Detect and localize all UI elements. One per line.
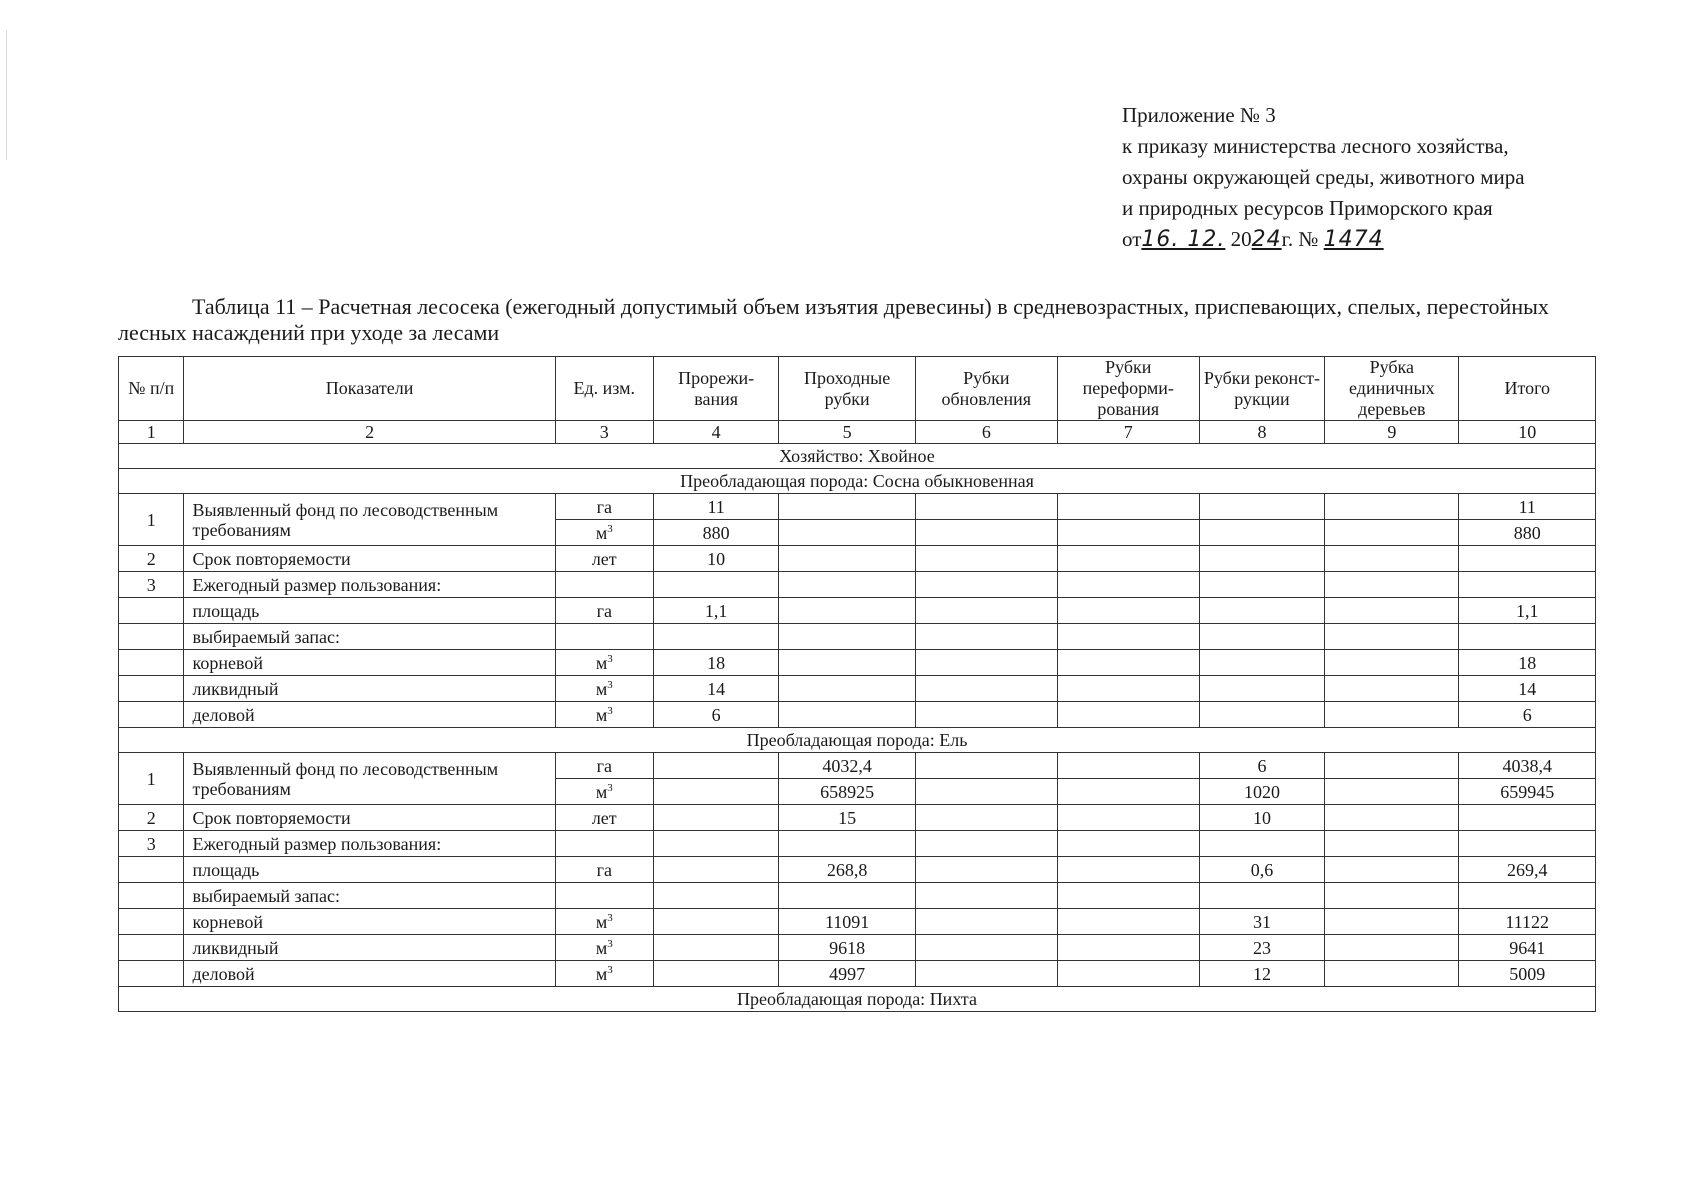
table-cell [1325,494,1459,520]
table-cell [1199,702,1325,728]
header-cell: Проходные рубки [779,357,915,421]
table-cell [1057,805,1199,831]
header-cell: № п/п [119,357,184,421]
table-cell [1325,520,1459,546]
table-cell [915,883,1057,909]
table-cell [1325,624,1459,650]
table-cell [555,572,653,598]
table-cell: 269,4 [1459,857,1596,883]
table-cell [1199,883,1325,909]
table-cell [1199,546,1325,572]
table-row [119,598,1596,624]
table-cell [1459,624,1596,650]
table-cell [1325,676,1459,702]
table-cell [915,779,1057,805]
table-row [119,572,1596,598]
table-row [119,857,1596,883]
table-cell: 1 [119,494,184,546]
table-cell [1057,598,1199,624]
table-cell: $м^3$ [555,702,653,728]
column-number-cell: 5 [779,421,915,444]
section-title: Преобладающая порода: Пихта [119,987,1596,1012]
table-cell [915,961,1057,987]
table-cell: 0,6 [1199,857,1325,883]
appendix-line-4: и природных ресурсов Приморского края [1122,196,1493,220]
appendix-line-2: к приказу министерства лесного хозяйства, [1122,134,1509,158]
table-cell: выбираемый запас: [184,883,555,909]
table-cell: 3 [119,831,184,857]
table-cell: 4032,4 [779,753,915,779]
table-cell [119,702,184,728]
section-row [119,728,1596,753]
year-prefix: 20 [1230,227,1252,251]
table-cell: 15 [779,805,915,831]
table-cell [1199,831,1325,857]
table-cell: деловой [184,702,555,728]
table-cell [1199,572,1325,598]
table-row [119,961,1596,987]
header-cell: Рубки переформи-рования [1057,357,1199,421]
header-cell: Итого [1459,357,1596,421]
table-cell: $м^3$ [555,961,653,987]
table-cell: 659945 [1459,779,1596,805]
table-cell [1325,857,1459,883]
table-cell [1325,546,1459,572]
table-cell: 11122 [1459,909,1596,935]
table-cell: $м^3$ [555,779,653,805]
table-cell [653,935,779,961]
table-cell: 18 [1459,650,1596,676]
table-cell [653,753,779,779]
table-cell: $м^3$ [555,935,653,961]
table-cell [915,753,1057,779]
table-cell: деловой [184,961,555,987]
table-cell [119,883,184,909]
table-body [119,357,1596,1012]
table-cell [915,831,1057,857]
table-cell: $м^3$ [555,909,653,935]
table-cell: 12 [1199,961,1325,987]
table-cell [1057,572,1199,598]
table-cell [915,909,1057,935]
table-cell [653,909,779,935]
table-cell [915,520,1057,546]
table-cell [1057,935,1199,961]
table-cell: 6 [1459,702,1596,728]
table-cell: га [555,598,653,624]
table-cell [653,805,779,831]
table-cell [119,961,184,987]
table-cell [915,702,1057,728]
table-cell [915,598,1057,624]
table-row [119,546,1596,572]
table-cell [1057,676,1199,702]
table-cell: лет [555,546,653,572]
table-cell: 11091 [779,909,915,935]
table-cell: 1,1 [1459,598,1596,624]
table-row [119,883,1596,909]
table-cell [119,598,184,624]
header-cell: Показатели [184,357,555,421]
table-cell [1057,624,1199,650]
appendix-header [1122,100,1642,255]
table-row [119,702,1596,728]
table-cell [1325,753,1459,779]
table-cell: корневой [184,909,555,935]
table-cell [1325,598,1459,624]
section-title: Преобладающая порода: Ель [119,728,1596,753]
table-cell: $м^3$ [555,676,653,702]
table-cell [915,935,1057,961]
table-cell: 9641 [1459,935,1596,961]
column-number-cell: 7 [1057,421,1199,444]
table-cell [1057,702,1199,728]
table-cell [119,909,184,935]
table-cell [1325,961,1459,987]
table-cell: 11 [1459,494,1596,520]
appendix-title: Приложение № 3 [1122,103,1276,127]
handwritten-year: 24 [1251,227,1282,252]
column-number-row [119,421,1596,444]
table-cell [779,702,915,728]
table-cell: Выявленный фонд по лесоводственным требованиям [184,494,555,546]
table-cell [779,624,915,650]
table-row [119,935,1596,961]
table-cell: 2 [119,546,184,572]
table-cell: 880 [653,520,779,546]
table-row [119,624,1596,650]
table-cell [1325,650,1459,676]
table-cell [1057,650,1199,676]
table-cell: 658925 [779,779,915,805]
table-cell: 3 [119,572,184,598]
table-cell [1199,676,1325,702]
table-cell: Ежегодный размер пользования: [184,831,555,857]
table-cell [1057,883,1199,909]
table-cell [653,883,779,909]
column-number-cell: 9 [1325,421,1459,444]
table-cell [915,676,1057,702]
table-caption: Таблица 11 – Расчетная лесосека (ежегодный допустимый объем изъятия древесины) в средневозрастных, приспевающих, спелых, перестойных лесных насаждений при уходе за лесами [118,294,1549,345]
table-cell: Ежегодный размер пользования: [184,572,555,598]
table-row [119,805,1596,831]
table-cell [1459,805,1596,831]
table-cell [779,520,915,546]
table-cell: 4038,4 [1459,753,1596,779]
table-cell [119,676,184,702]
table-cell [1325,572,1459,598]
table-cell [555,831,653,857]
table-cell: 1,1 [653,598,779,624]
appendix-line-3: охраны окружающей среды, животного мира [1122,165,1525,189]
table-cell: корневой [184,650,555,676]
scan-edge-line [6,30,7,160]
table-cell: 31 [1199,909,1325,935]
table-cell [119,624,184,650]
table-cell [779,546,915,572]
table-row [119,650,1596,676]
table-row [119,494,1596,520]
table-cell [653,779,779,805]
table-cell: 4997 [779,961,915,987]
table-cell [1325,935,1459,961]
column-number-cell: 1 [119,421,184,444]
table-cell [555,624,653,650]
table-cell [915,546,1057,572]
table-cell [915,805,1057,831]
year-suffix: г. № [1281,227,1319,251]
handwritten-date: 16. 12. [1141,227,1226,252]
table-cell [1459,831,1596,857]
header-cell: Рубка единичных деревьев [1325,357,1459,421]
farm-title: Хозяйство: Хвойное [119,444,1596,469]
appendix-date-line [1122,224,1642,255]
table-cell [1057,494,1199,520]
table-cell: 10 [1199,805,1325,831]
table-cell: 9618 [779,935,915,961]
table-row [119,909,1596,935]
table-cell: 23 [1199,935,1325,961]
table-cell [1199,598,1325,624]
table-cell [1325,779,1459,805]
table-cell: 14 [1459,676,1596,702]
table-cell [779,598,915,624]
table-cell [119,857,184,883]
table-cell [1199,624,1325,650]
table-cell [653,961,779,987]
section-title: Преобладающая порода: Сосна обыкновенная [119,469,1596,494]
table-cell [1325,702,1459,728]
table-row [119,831,1596,857]
table-cell: 14 [653,676,779,702]
column-number-cell: 10 [1459,421,1596,444]
table-cell [1057,961,1199,987]
table-cell: 5009 [1459,961,1596,987]
table-cell [653,572,779,598]
column-number-cell: 4 [653,421,779,444]
table-cell [1199,494,1325,520]
table-cell: 2 [119,805,184,831]
date-prefix: от [1122,227,1142,251]
table-cell [779,831,915,857]
table-cell: ликвидный [184,935,555,961]
farm-row [119,444,1596,469]
table-cell: 10 [653,546,779,572]
header-cell: Прорежи-вания [653,357,779,421]
table-cell: 268,8 [779,857,915,883]
table-cell [915,650,1057,676]
table-cell: площадь [184,857,555,883]
table-cell: га [555,494,653,520]
table-cell [779,494,915,520]
handwritten-order-number: 1474 [1323,227,1384,252]
table-cell [779,572,915,598]
table-cell [1325,831,1459,857]
table-cell [1325,883,1459,909]
header-cell: Рубки обновления [915,357,1057,421]
table-cell: 18 [653,650,779,676]
table-cell [1459,883,1596,909]
table-cell: 6 [1199,753,1325,779]
table-cell: $м^3$ [555,520,653,546]
table-cell [779,883,915,909]
table-cell: лет [555,805,653,831]
table-row [119,676,1596,702]
column-number-cell: 3 [555,421,653,444]
table-cell: Срок повторяемости [184,546,555,572]
column-number-cell: 8 [1199,421,1325,444]
table-cell: Выявленный фонд по лесоводственным требованиям [184,753,555,805]
table-cell [1325,805,1459,831]
table-cell: площадь [184,598,555,624]
table-cell [1057,831,1199,857]
table-cell [779,676,915,702]
section-row [119,987,1596,1012]
table-cell [119,935,184,961]
table-cell: выбираемый запас: [184,624,555,650]
table-cell [653,624,779,650]
header-row [119,357,1596,421]
table-cell: 11 [653,494,779,520]
table-cell [915,494,1057,520]
table-cell [1325,909,1459,935]
table-cell [653,857,779,883]
table-cell [1459,572,1596,598]
table-cell [1057,779,1199,805]
table-cell: 6 [653,702,779,728]
table-cell [119,650,184,676]
column-number-cell: 6 [915,421,1057,444]
section-row [119,469,1596,494]
logging-quota-table [118,356,1596,1012]
table-cell [915,857,1057,883]
table-cell [915,572,1057,598]
table-cell: 1020 [1199,779,1325,805]
table-cell [1459,546,1596,572]
table-cell [1057,546,1199,572]
table-cell: га [555,753,653,779]
table-cell: 880 [1459,520,1596,546]
table-cell: га [555,857,653,883]
table-cell: $м^3$ [555,650,653,676]
column-number-cell: 2 [184,421,555,444]
table-cell: Срок повторяемости [184,805,555,831]
table-cell: 1 [119,753,184,805]
table-cell [915,624,1057,650]
table-cell [1199,650,1325,676]
table-cell [779,650,915,676]
table-cell [1057,909,1199,935]
header-cell: Рубки реконст-рукции [1199,357,1325,421]
table-cell [1199,520,1325,546]
table-cell [653,831,779,857]
header-cell: Ед. изм. [555,357,653,421]
table-cell [1057,753,1199,779]
table-cell: ликвидный [184,676,555,702]
table-cell [555,883,653,909]
table-cell [1057,520,1199,546]
table-cell [1057,857,1199,883]
table-row [119,753,1596,779]
